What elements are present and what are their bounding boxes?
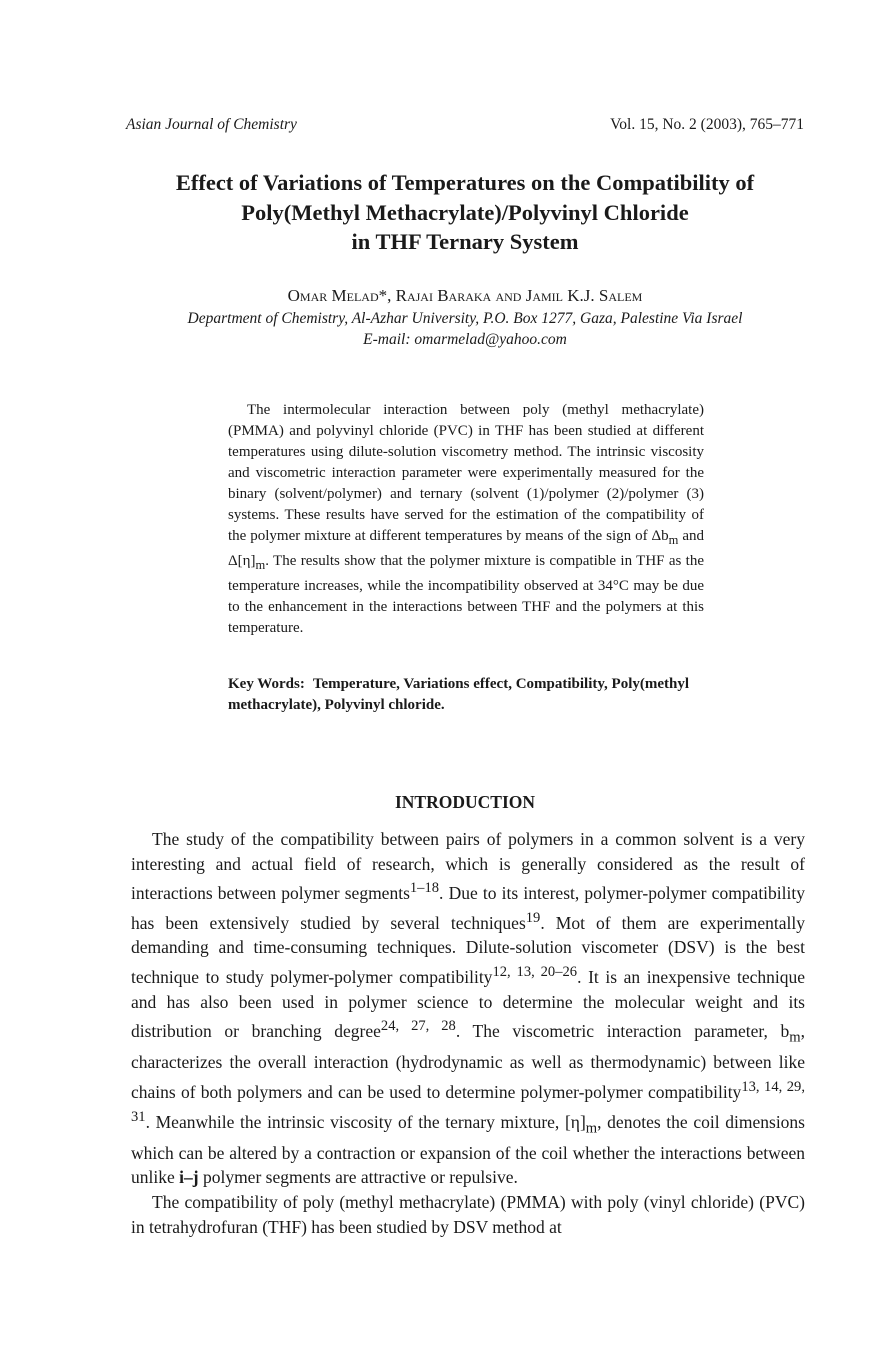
citation-ref: 24, 27, 28 [380,1018,456,1035]
running-header [126,116,804,134]
intro-text: . Due to its interest, polymer-polymer compatibility has been extensively studied by several techniques [131,883,805,933]
keywords-text: Temperature, Variations effect, Compatibility, Poly(methyl methacrylate), Polyvinyl chloride. [228,676,690,713]
section-heading-introduction: INTRODUCTION [394,792,536,812]
journal-name: Asian Journal of Chemistry [126,116,297,133]
paper-title [90,168,840,257]
affiliation: Department of Chemistry, Al-Azhar University, P.O. Box 1277, Gaza, Palestine Via Israel [187,310,743,327]
intro-subscript: m [789,1029,801,1046]
intro-text: The study of the compatibility between pairs of polymers in a common solvent is a very interesting and actual field of research, which is generally considered as the result of interactions between polymer segments [131,829,805,904]
abstract-text-1: The intermolecular interaction between poly (methyl methacrylate) (PMMA) and polyvinyl chloride (PVC) in THF has been studied at different temperatures using dilute-solution viscometry method. The intrinsic viscosity and viscometric interaction parameter were experimentally measured for the binary (solvent/polymer) and ternary (solvent (1)/polymer (2)/polymer (3) systems. These results have served for the estimation of the compatibility of the polymer mixture at different temperatures by means of the sign of Δb [228,402,704,544]
volume-info: Vol. 15, No. 2 (2003), 765–771 [610,116,804,133]
intro-text: . The viscometric interaction parameter, b [455,1021,790,1042]
keywords-label: Key Words: [228,676,305,692]
intro-bold-term: i–j [179,1167,199,1188]
citation-ref: 19 [525,909,541,926]
contact-email: E-mail: omarmelad@yahoo.com [363,331,567,348]
citation-ref: 12, 13, 20–26 [492,964,578,981]
intro-paragraph-1 [131,827,805,1190]
citation-ref: 13, 14, 29, 31 [131,1079,805,1125]
intro-text: , denotes the coil dimensions which can be altered by a contraction or expansion of the coil whether the interactions between unlike [131,1111,805,1188]
abstract-text-3: . The results show that the polymer mixture is compatible in THF as the temperature increases, while the incompatibility observed at 34°C may be due to the enhancement in the interactions between THF and the polymers at this temperature. [228,553,704,636]
citation-ref: 1–18 [409,880,440,897]
intro-subscript: m [585,1120,598,1136]
abstract-text-2: and Δ[η] [228,528,704,569]
intro-text: polymer segments are attractive or repulsive. [198,1167,518,1188]
introduction-body [131,827,805,1240]
title-line-1: Effect of Variations of Temperatures on the Compatibility of [175,170,755,195]
keywords [228,674,704,716]
intro-text: . Meanwhile the intrinsic viscosity of the ternary mixture, [η] [145,1111,586,1132]
intro-text: , characterizes the overall interaction (hydrodynamic as well as thermodynamic) between like chains of both polymers and can be used to determine polymer-polymer compatibility [131,1021,805,1102]
intro-text: . Mot of them are experimentally demanding and time-consuming techniques. Dilute-solution viscometer (DSV) is the best technique to study polymer-polymer compatibility [131,912,805,987]
abstract-subscript-2: m [255,558,266,572]
intro-text: . It is an inexpensive technique and has also been used in polymer science to determine the molecular weight and its distribution or branching degree [131,967,806,1042]
abstract-subscript-1: m [668,533,679,547]
intro-paragraph-2: The compatibility of poly (methyl methacrylate) (PMMA) with poly (vinyl chloride) (PVC) in tetrahydrofuran (THF) has been studied by DSV method at [131,1192,805,1237]
abstract [228,400,704,639]
author-list: Omar Melad*, Rajai Baraka and Jamil K.J. Salem [287,286,643,305]
title-line-2: Poly(Methyl Methacrylate)/Polyvinyl Chloride [241,199,689,225]
title-line-3: in THF Ternary System [351,229,579,254]
